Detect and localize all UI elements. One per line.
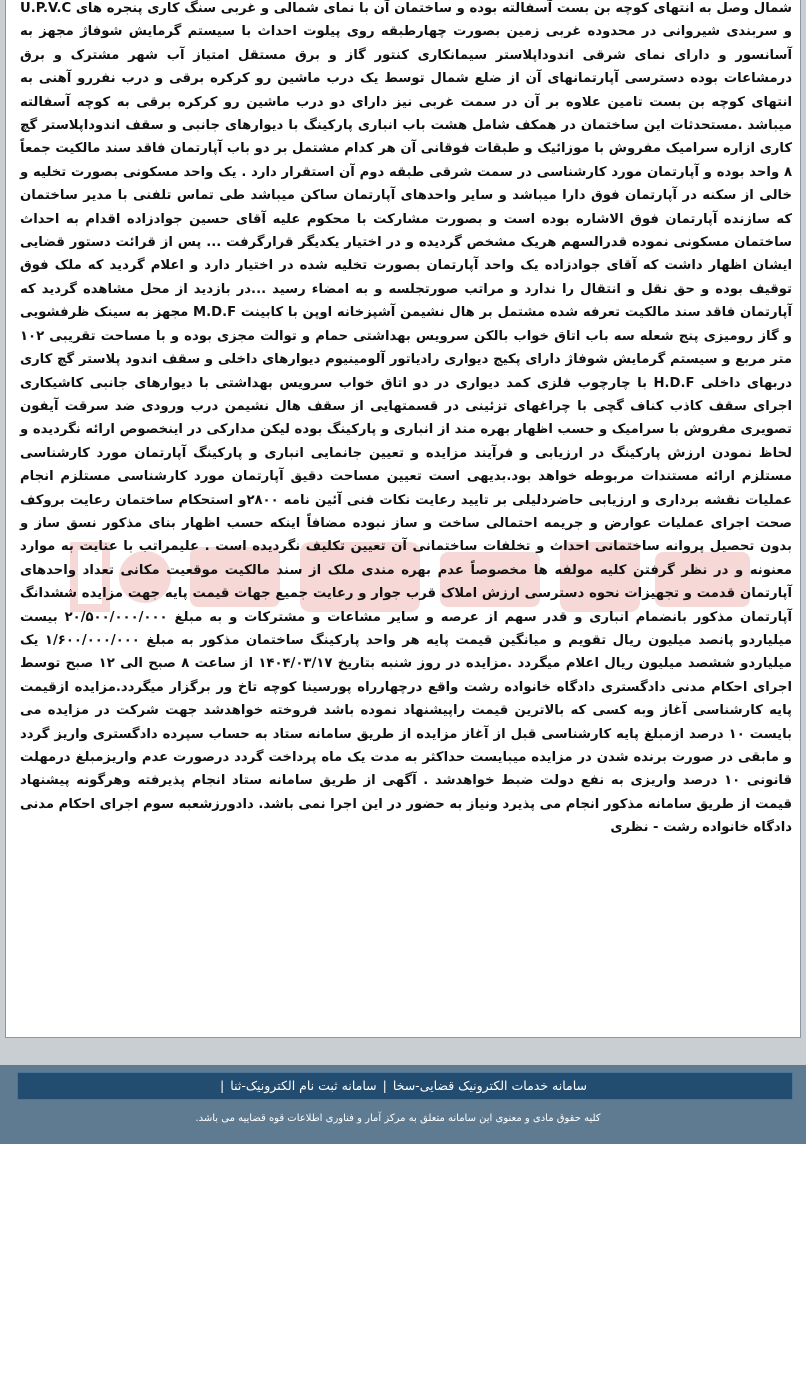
footer-link-adliran[interactable]: سامانه خدمات الکترونیک قضایی-سخا	[392, 1078, 587, 1093]
document-panel	[5, 0, 801, 1038]
footer-links-bar	[17, 1072, 793, 1100]
footer-copyright: کلیه حقوق مادی و معنوی این سامانه متعلق به مرکز آمار و فناوری اطلاعات قوه قضاییه می باشد.	[195, 1113, 601, 1124]
auction-notice-text: شمال وصل به انتهای کوچه بن بست آسفالته بوده و ساختمان آن با نمای شمالی و غربی سنگ کاری پنجره های U.P.V.C و سربندی شیروانی در محدوده غربی زمین بصورت چهارطبقه روی پیلوت احداث با سیستم گرمایش شوفاژ مجهز به آسانسور و دارای نمای شرقی اندوداپلاستر سیمانکاری کنتور گاز و برق مستقل امتیاز آب شهر مشترک و برق درمشاعات بوده دسترسی آپارتمانهای آن از ضلع شمال توسط یک درب ماشین رو کرکره برقی و درب نفررو آهنی به انتهای کوچه بن بست تامین علاوه بر آن در سمت غربی نیز دارای دو درب ماشین رو کرکره برقی به کوچه آسفالته میباشد .مستحدثات این ساختمان در همکف شامل هشت باب انباری پارکینگ با دیوارهای جانبی و سقف اندوداپلاستر گچ کاری ازاره سرامیک مفروش با موزائیک و طبقات فوقانی آن هر کدام مشتمل بر دو باب آپارتمان فاقد سند مالکیت جمعاً ۸ واحد بوده و آپارتمان مورد کارشناسی در سمت شرقی طبقه دوم آن استقرار دارد . یک واحد مسکونی بصورت تخلیه و خالی از سکنه در آپارتمان فوق دارا میباشد و سایر واحدهای آپارتمان ساکن میباشد طی تماس تلفنی با مدیر ساختمان که سازنده آپارتمان فوق الاشاره بوده است و بصورت مشارکت با محکوم علیه آقای حسین جوادزاده اقدام به احداث ساختمان مسکونی نموده قدرالسهم هریک مشخص گردیده و در اختیار یکدیگر قرارگرفت ... پس از قرائت دستور قضایی ایشان اظهار داشت که آقای جوادزاده یک واحد آپارتمان بصورت تخلیه شده در اختیار دارد و اعلام گردید که ملک فوق توقیف بوده و حق نقل و انتقال را ندارد و مراتب صورتجلسه و به امضاء رسید ...در بازدید از محل مشاهده گردید که آپارتمان فاقد سند مالکیت تعرفه شده مشتمل بر هال نشیمن آشپزخانه اوپن با کابینت M.D.F مجهز به سینک ظرفشویی و گاز رومیزی پنج شعله سه باب اتاق خواب بالکن سرویس بهداشتی حمام و توالت مجزی بوده و با مساحت تقریبی ۱۰۲ متر مربع و سیستم گرمایش شوفاژ دارای پکیج دیواری رادیاتور آلومینیوم دیوارهای داخلی و سقف اندود پلاستر گچ کاری دربهای داخلی H.D.F با چارچوب فلزی کمد دیواری در دو اتاق خواب سرویس بهداشتی با دیوارهای جانبی کاشیکاری اجرای سقف کاذب کناف گچی با چراغهای تزئینی در قسمتهایی از سقف هال نشیمن درب ورودی ضد سرقت آیفون تصویری مفروش با سرامیک و حسب اظهار بهره مند از انباری و پارکینگ بوده لیکن مدارکی در اینخصوص ارائه نگردیده و لحاظ نمودن ارزش پارکینگ در ارزیابی و فرآیند مزایده و تعیین جانمایی انباری و پارکینگ آپارتمان مورد کارشناسی مستلزم ارائه مستندات مربوطه خواهد بود.بدیهی است تعیین مساحت دقیق آپارتمان مورد کارشناسی مستلزم انجام عملیات نقشه برداری و ارزیابی حاضردلیلی بر تایید رعایت نکات فنی آئین نامه ۲۸۰۰و استحکام ساختمان رعایت بروکف صحت اجرای عملیات عوارض و جریمه احتمالی ساخت و ساز نبوده مضافاً اینکه حسب اظهار بنای مذکور نسق ساز و بدون تحصیل پروانه ساختمانی احداث و تخلفات ساختمانی آن تعیین تکلیف نگردیده است . علیمراتب با عنایت به موارد معنونه و در نظر گرفتن کلیه مولفه ها مخصوصاً عدم بهره مندی ملک از سند مالکیت موقعیت مکانی تعداد واحدهای آپارتمان قدمت و تجهیزات نحوه دسترسی ارزش املاک قرب جوار و رعایت جمیع جهات قیمت پایه جهت مزایده ششدانگ آپارتمان مذکور بانضمام انباری و قدر سهم از عرصه و سایر مشاعات و مشترکات و به مبلغ ۲۰/۵۰۰/۰۰۰/۰۰۰ بیست میلیاردو پانصد میلیون ریال تقویم و میانگین قیمت پایه هر واحد پارکینگ ساختمان مذکور به مبلغ ۱/۶۰۰/۰۰۰/۰۰۰ یک میلیاردو ششصد میلیون ریال اعلام میگردد .مزایده در روز شنبه بتاریخ ۱۴۰۴/۰۳/۱۷ از ساعت ۸ صبح الی ۱۲ صبح توسط اجرای احکام مدنی دادگستری دادگاه خانواده رشت واقع درچهارراه پورسینا کوچه تاخ ور برگزار میگردد.مزایده ازقیمت پایه کارشناسی آغاز وبه کسی که بالاترین قیمت راپیشنهاد نموده باشد فروخته خواهدشد جهت شرکت در مزایده می بایست ۱۰ درصد ازمبلغ پایه کارشناسی قبل از آغاز مزایده از طریق سامانه ستاد به حساب سپرده دادگستری واریز گردد و مابقی در صورت برنده شدن در مزایده میبایست حداکثر به مدت یک ماه پرداخت گردد درصورت عدم واریزمبلغ درمهلت قانونی ۱۰ درصد واریزی به نفع دولت ضبط خواهدشد . آگهی از طریق سامانه ستاد انجام پذیرفته وهرگونه پیشنهاد قیمت از طریق سامانه مذکور انجام می پذیرد ونیاز به حضور در این اجرا نمی باشد. دادورزشعبه سوم اجرای احکام مدنی دادگاه خانواده رشت - نظری	[20, 1, 793, 836]
site-footer	[0, 1065, 806, 1144]
footer-separator: |	[382, 1078, 387, 1093]
footer-link-sana[interactable]: سامانه ثبت نام الکترونیک-ثنا	[230, 1078, 377, 1093]
footer-separator: |	[220, 1078, 225, 1093]
